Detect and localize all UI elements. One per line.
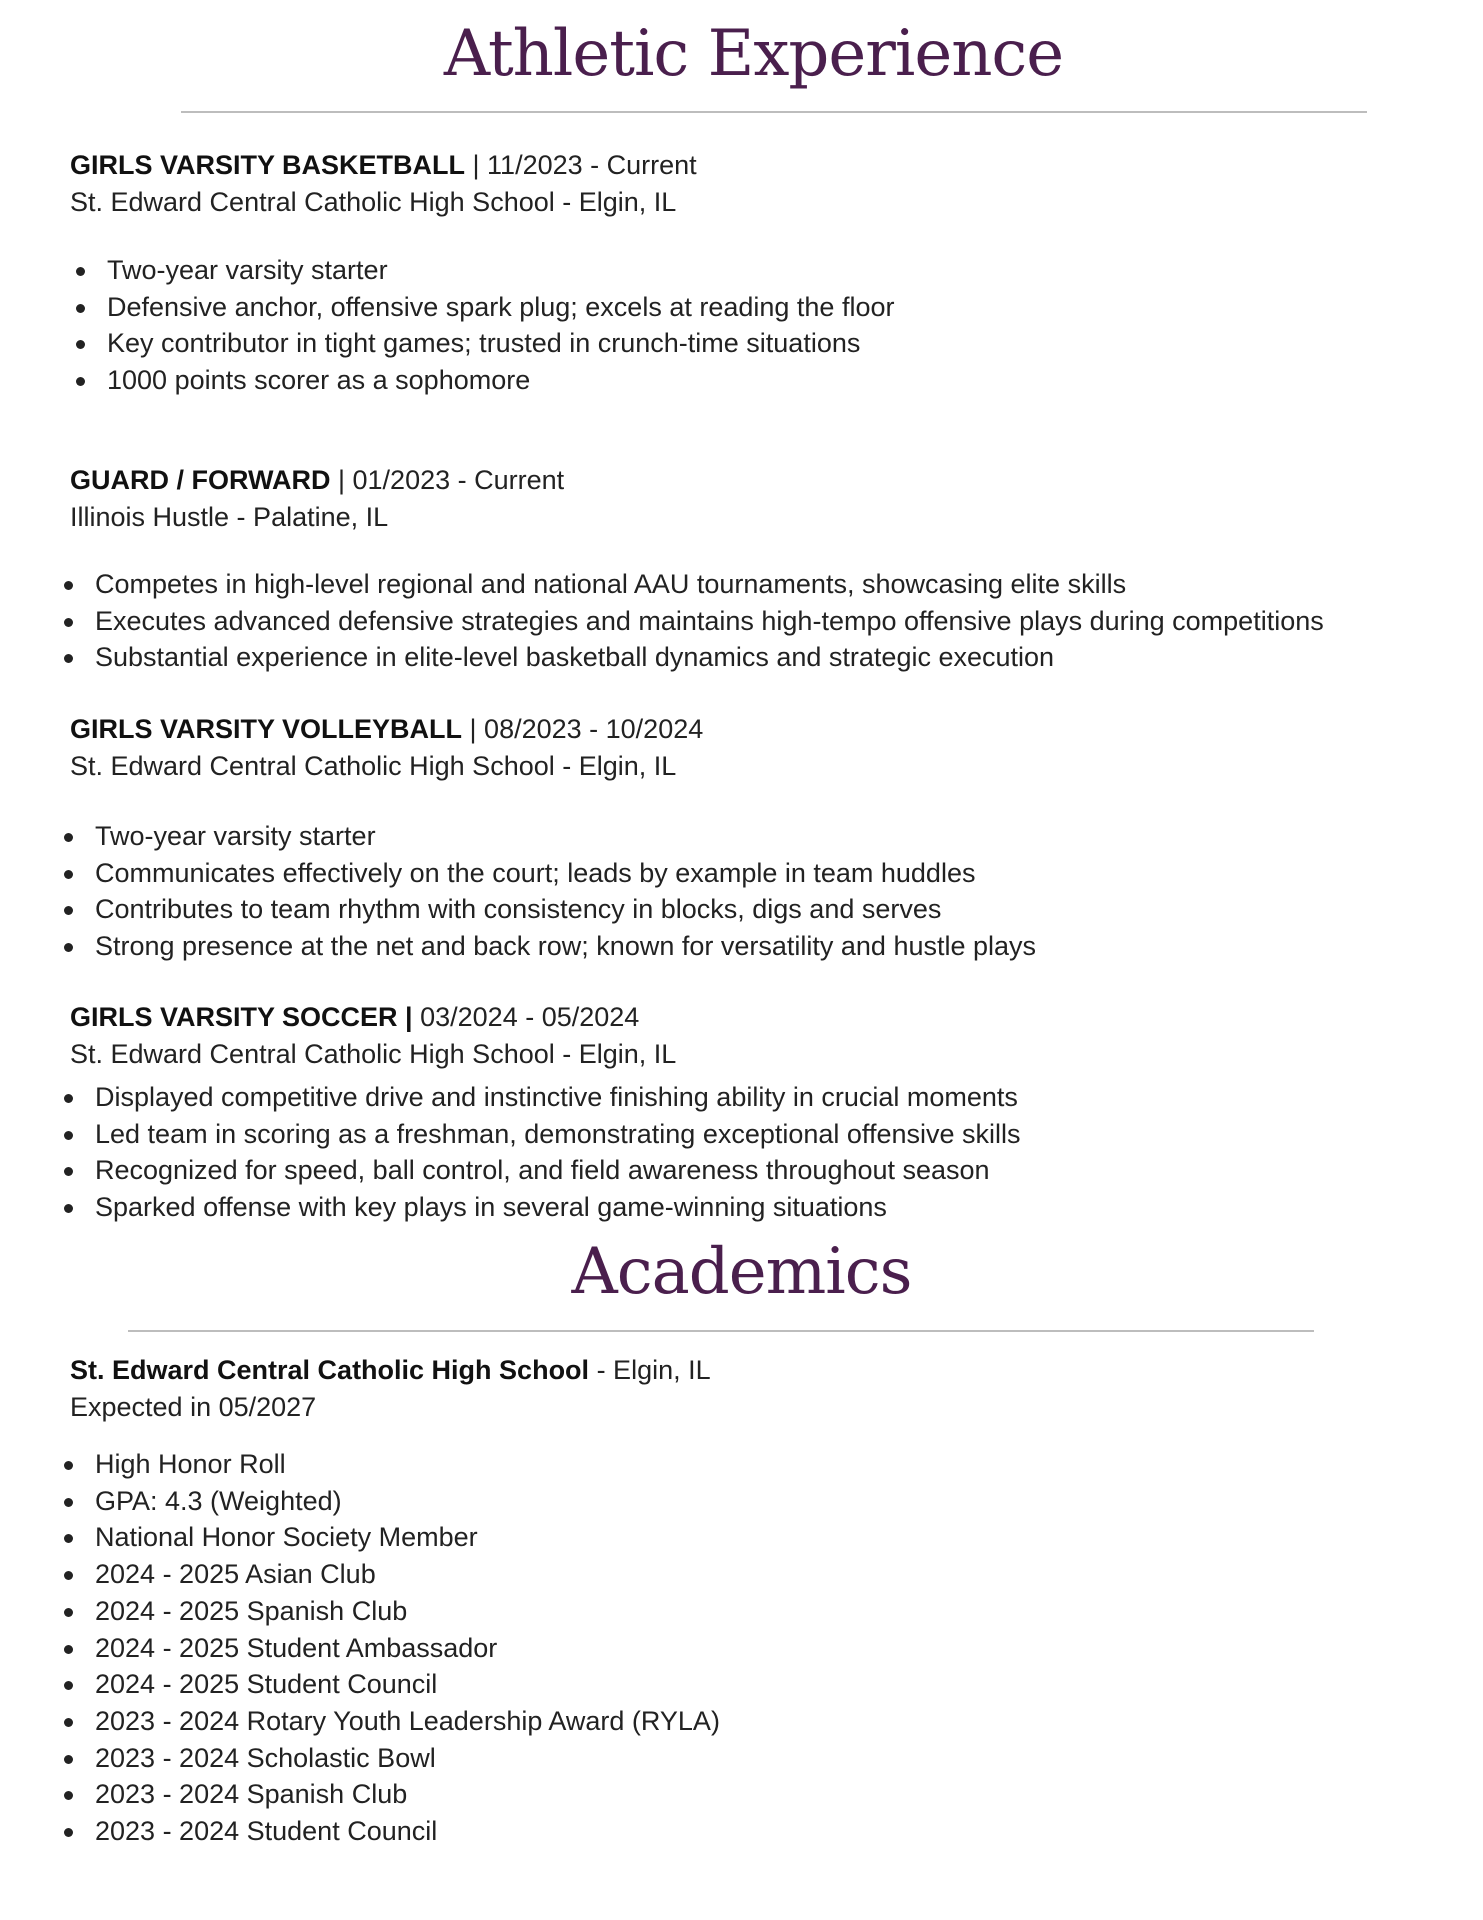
school-name: St. Edward Central Catholic High School bbox=[70, 1355, 590, 1385]
bullet-item: Recognized for speed, ball control, and field awareness throughout season bbox=[70, 1152, 1460, 1189]
bullet-item: High Honor Roll bbox=[70, 1446, 1460, 1483]
entry-organization: St. Edward Central Catholic High School - Elgin, IL bbox=[70, 187, 677, 217]
bullet-item: GPA: 4.3 (Weighted) bbox=[70, 1483, 1460, 1520]
bullet-item: 2024 - 2025 Student Council bbox=[70, 1666, 1460, 1703]
bullet-item: 2024 - 2025 Student Ambassador bbox=[70, 1630, 1460, 1667]
bullet-item: National Honor Society Member bbox=[70, 1519, 1460, 1556]
entry-header bbox=[70, 711, 1460, 748]
bullet-item: Defensive anchor, offensive spark plug; excels at reading the floor bbox=[70, 289, 1460, 326]
academics-school-entry bbox=[70, 1352, 1460, 1850]
bullet-item: Communicates effectively on the court; leads by example in team huddles bbox=[70, 855, 1460, 892]
athletic-heading-rule bbox=[181, 111, 1367, 113]
entry-bullet-list bbox=[70, 566, 1460, 676]
entry-header bbox=[70, 999, 1460, 1036]
expected-graduation: Expected in 05/2027 bbox=[70, 1392, 317, 1422]
bullet-item: 2024 - 2025 Asian Club bbox=[70, 1556, 1460, 1593]
bullet-item: Substantial experience in elite-level basketball dynamics and strategic execution bbox=[70, 639, 1460, 676]
bullet-item: Displayed competitive drive and instinctive finishing ability in crucial moments bbox=[70, 1079, 1460, 1116]
bullet-item: 2023 - 2024 Spanish Club bbox=[70, 1776, 1460, 1813]
entry-varsity-basketball bbox=[70, 147, 1460, 399]
entry-guard-forward bbox=[70, 462, 1460, 676]
bullet-item: Competes in high-level regional and national AAU tournaments, showcasing elite skills bbox=[70, 566, 1460, 603]
entry-header bbox=[70, 462, 1460, 499]
bullet-item: Strong presence at the net and back row; known for versatility and hustle plays bbox=[70, 928, 1460, 965]
bullet-item: 2023 - 2024 Student Council bbox=[70, 1813, 1460, 1850]
entry-dates: | 01/2023 - Current bbox=[330, 465, 565, 495]
bullet-item: 2024 - 2025 Spanish Club bbox=[70, 1593, 1460, 1630]
academics-heading: Academics bbox=[571, 1235, 912, 1309]
bullet-item: 1000 points scorer as a sophomore bbox=[70, 362, 1460, 399]
bullet-item: Sparked offense with key plays in several game-winning situations bbox=[70, 1189, 1460, 1226]
bullet-item: Contributes to team rhythm with consistency in blocks, digs and serves bbox=[70, 891, 1460, 928]
bullet-item: 2023 - 2024 Scholastic Bowl bbox=[70, 1740, 1460, 1777]
entry-role: GUARD / FORWARD bbox=[70, 465, 331, 495]
bullet-item: Led team in scoring as a freshman, demonstrating exceptional offensive skills bbox=[70, 1116, 1460, 1153]
bullet-item: 2023 - 2024 Rotary Youth Leadership Award (RYLA) bbox=[70, 1703, 1460, 1740]
academics-bullet-list bbox=[70, 1446, 1460, 1850]
entry-organization: St. Edward Central Catholic High School - Elgin, IL bbox=[70, 751, 677, 781]
bullet-item: Executes advanced defensive strategies and maintains high-tempo offensive plays during competitions bbox=[70, 603, 1460, 640]
bullet-item: Two-year varsity starter bbox=[70, 818, 1460, 855]
entry-bullet-list bbox=[70, 252, 1460, 399]
entry-role: GIRLS VARSITY VOLLEYBALL bbox=[70, 714, 463, 744]
bullet-item: Two-year varsity starter bbox=[70, 252, 1460, 289]
entry-header bbox=[70, 1352, 1460, 1389]
entry-role: GIRLS VARSITY BASKETBALL bbox=[70, 150, 466, 180]
entry-varsity-soccer bbox=[70, 999, 1460, 1226]
entry-bullet-list bbox=[70, 818, 1460, 965]
entry-dates: | 11/2023 - Current bbox=[465, 150, 697, 180]
entry-varsity-volleyball bbox=[70, 711, 1460, 965]
entry-header bbox=[70, 147, 1460, 184]
entry-organization: St. Edward Central Catholic High School - Elgin, IL bbox=[70, 1039, 677, 1069]
entry-organization: Illinois Hustle - Palatine, IL bbox=[70, 502, 389, 532]
bullet-item: Key contributor in tight games; trusted in crunch-time situations bbox=[70, 325, 1460, 362]
entry-role: GIRLS VARSITY SOCCER | bbox=[70, 1002, 413, 1032]
entry-bullet-list bbox=[70, 1079, 1460, 1226]
entry-dates: | 08/2023 - 10/2024 bbox=[462, 714, 704, 744]
school-location: - Elgin, IL bbox=[589, 1355, 711, 1385]
entry-dates: 03/2024 - 05/2024 bbox=[412, 1002, 640, 1032]
academics-heading-rule bbox=[128, 1330, 1314, 1332]
athletic-experience-heading: Athletic Experience bbox=[443, 17, 1064, 91]
